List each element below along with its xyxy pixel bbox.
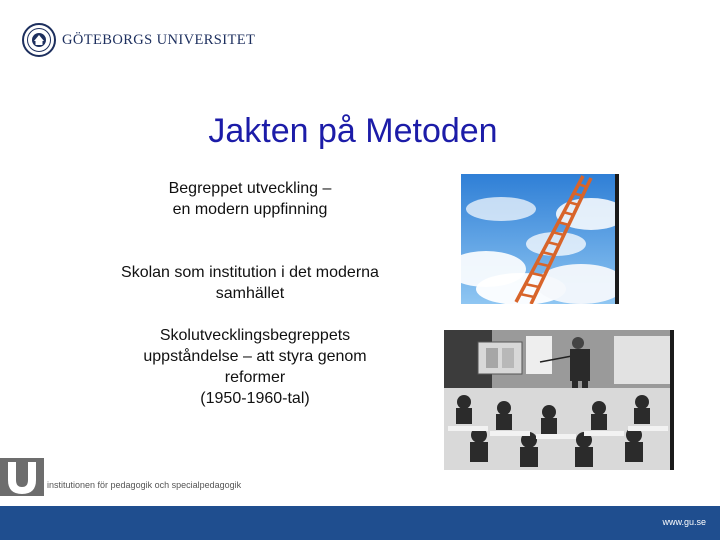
bullet-line: uppståndelse – att styra genom — [143, 348, 367, 365]
bullet-line: Skolutvecklingsbegreppets — [159, 327, 351, 344]
bullet-1 — [130, 178, 370, 220]
institution-name: institutionen för pedagogik och specialpedagogik — [47, 480, 242, 490]
bullet-2 — [90, 262, 410, 304]
slide-title: Jakten på Metoden — [208, 112, 498, 150]
ladder-to-sky-photo — [461, 174, 619, 304]
bullet-line: en modern uppfinning — [172, 201, 328, 218]
bullet-3 — [110, 325, 400, 409]
bullet-line: (1950-1960-tal) — [200, 390, 310, 407]
website-link[interactable]: www.gu.se — [662, 517, 706, 527]
bullet-line: Skolan som institution i det moderna — [121, 264, 379, 281]
university-name: GÖTEBORGS UNIVERSITET — [62, 31, 256, 48]
footer-bar — [0, 506, 720, 540]
classroom-photo — [444, 330, 674, 470]
bullet-line: Begreppet utveckling – — [168, 180, 332, 197]
bullet-line: reformer — [224, 369, 286, 386]
university-seal-icon — [22, 23, 56, 57]
header — [22, 20, 255, 60]
institution-logo-icon — [0, 458, 44, 496]
bullet-line: samhället — [215, 285, 285, 302]
